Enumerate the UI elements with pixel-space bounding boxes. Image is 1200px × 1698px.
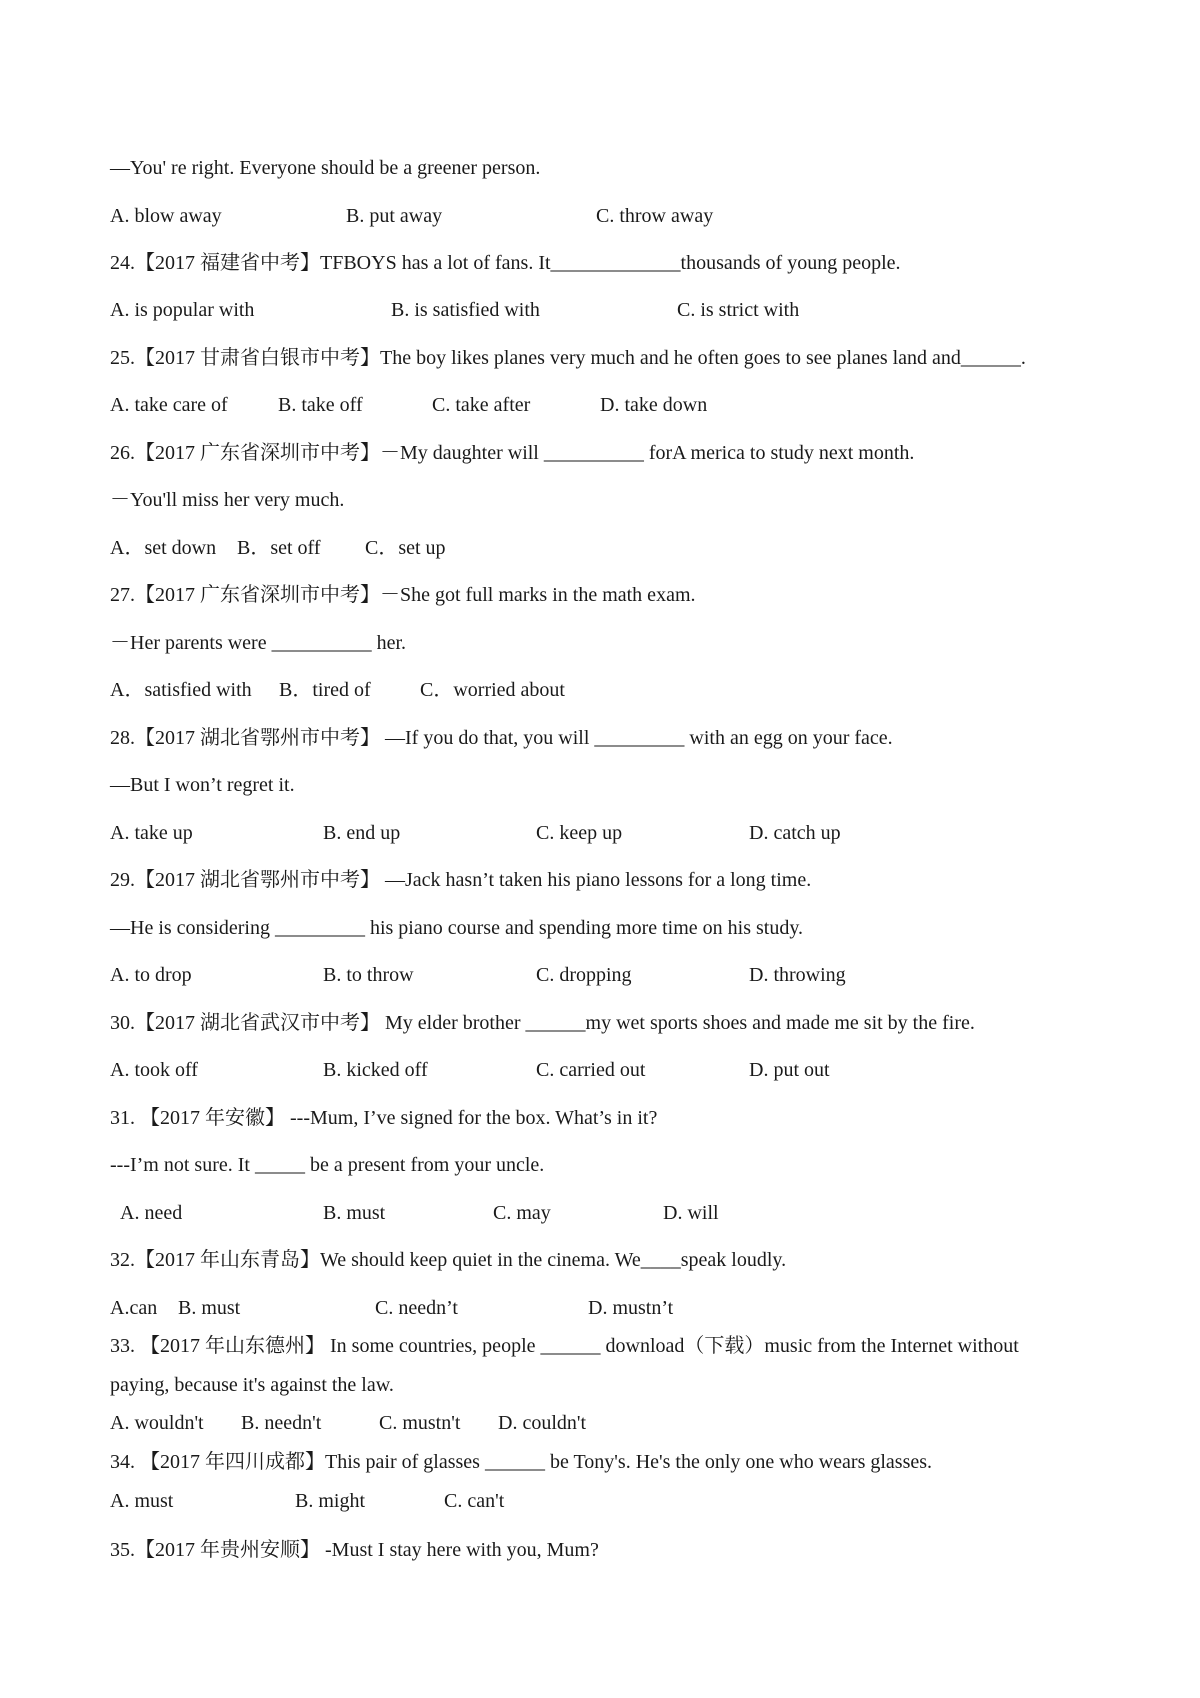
question-34: 34. 【2017 年四川成都】This pair of glasses ______ be Tony's. He's the only one who wears glasses. [110, 1451, 933, 1473]
question-24: 24.【2017 福建省中考】TFBOYS has a lot of fans. It_____________thousands of young people. [110, 252, 901, 274]
question-33: 33. 【2017 年山东德州】 In some countries, people ______ download（下载）music from the Internet without [110, 1335, 1019, 1357]
option-b: B. must [178, 1297, 241, 1319]
option-a: A. to drop [110, 964, 192, 986]
question-25: 25.【2017 甘肃省白银市中考】The boy likes planes very much and he often goes to see planes land and______. [110, 347, 1026, 369]
dialogue-line: —But I won’t regret it. [110, 774, 295, 796]
question-32: 32.【2017 年山东青岛】We should keep quiet in the cinema. We____speak loudly. [110, 1249, 787, 1271]
option-a: A. took off [110, 1059, 198, 1081]
option-a: A. take care of [110, 394, 228, 416]
dialogue-line: －Her parents were __________ her. [110, 632, 407, 654]
option-b: B．tired of [279, 679, 371, 701]
option-c: C. needn’t [375, 1297, 458, 1319]
question-33-continued: paying, because it's against the law. [110, 1374, 394, 1396]
option-c: C. is strict with [677, 299, 800, 321]
option-d: D. throwing [749, 964, 846, 986]
option-a: A．satisfied with [110, 679, 252, 701]
option-c: C. can't [444, 1490, 505, 1512]
option-c: C. may [493, 1202, 551, 1224]
option-d: D. take down [600, 394, 708, 416]
option-b: B. end up [323, 822, 401, 844]
option-d: D. mustn’t [588, 1297, 674, 1319]
question-31: 31. 【2017 年安徽】 ---Mum, I’ve signed for the box. What’s in it? [110, 1107, 658, 1129]
option-a: A. need [120, 1202, 183, 1224]
option-b: B. to throw [323, 964, 414, 986]
question-28: 28.【2017 湖北省鄂州市中考】 —If you do that, you will _________ with an egg on your face. [110, 727, 893, 749]
option-b: B. needn't [241, 1412, 322, 1434]
option-b: B. take off [278, 394, 363, 416]
option-c: C. dropping [536, 964, 632, 986]
option-b: B. put away [346, 205, 443, 227]
option-c: C. carried out [536, 1059, 646, 1081]
option-c: C．worried about [420, 679, 565, 701]
option-a: A. wouldn't [110, 1412, 204, 1434]
dialogue-line: ---I’m not sure. It _____ be a present from your uncle. [110, 1154, 545, 1176]
question-26: 26.【2017 广东省深圳市中考】－My daughter will __________ forA merica to study next month. [110, 442, 915, 464]
option-a: A. take up [110, 822, 193, 844]
dialogue-line: —You' re right. Everyone should be a greener person. [110, 157, 541, 179]
option-d: D. put out [749, 1059, 830, 1081]
option-a: A．set down [110, 537, 217, 559]
option-a: A. blow away [110, 205, 222, 227]
option-d: D. couldn't [498, 1412, 587, 1434]
option-d: D. catch up [749, 822, 841, 844]
option-c: C. take after [432, 394, 531, 416]
question-27: 27.【2017 广东省深圳市中考】－She got full marks in the math exam. [110, 584, 696, 606]
option-a: A. is popular with [110, 299, 255, 321]
option-b: B. might [295, 1490, 366, 1512]
option-c: C. throw away [596, 205, 714, 227]
option-c: C. keep up [536, 822, 623, 844]
option-b: B. must [323, 1202, 386, 1224]
question-30: 30.【2017 湖北省武汉市中考】 My elder brother ______my wet sports shoes and made me sit by the fire. [110, 1012, 975, 1034]
option-b: B. is satisfied with [391, 299, 540, 321]
option-a: A.can [110, 1297, 158, 1319]
option-b: B. kicked off [323, 1059, 428, 1081]
option-a: A. must [110, 1490, 174, 1512]
option-d: D. will [663, 1202, 719, 1224]
question-35: 35.【2017 年贵州安顺】 -Must I stay here with you, Mum? [110, 1539, 599, 1561]
option-c: C. mustn't [379, 1412, 461, 1434]
question-29: 29.【2017 湖北省鄂州市中考】 —Jack hasn’t taken his piano lessons for a long time. [110, 869, 812, 891]
dialogue-line: －You'll miss her very much. [110, 489, 345, 511]
option-c: C．set up [365, 537, 446, 559]
option-b: B．set off [237, 537, 321, 559]
dialogue-line: —He is considering _________ his piano course and spending more time on his study. [110, 917, 804, 939]
